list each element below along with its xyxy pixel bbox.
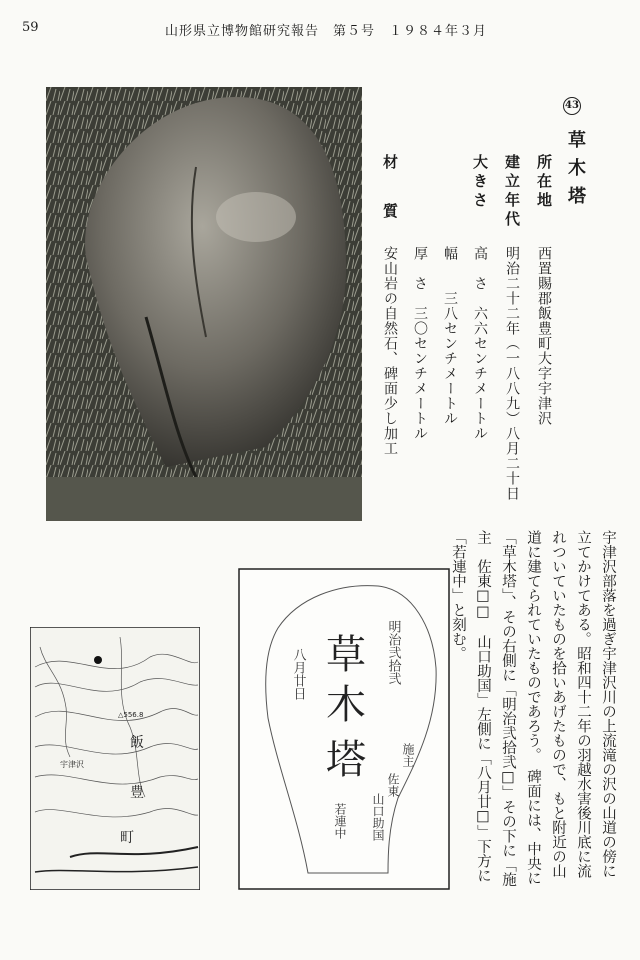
rubbing-sketch: [238, 568, 450, 890]
field-value-height: 高 さ 六六センチメートル: [472, 246, 488, 441]
field-label-material: 材質: [381, 154, 399, 252]
rubbing-sponsor-2: 佐東: [386, 773, 400, 797]
map-label-elev: △556.8: [118, 711, 144, 719]
item-number-badge: 43: [563, 97, 581, 115]
map-label-place: 宇津沢: [60, 760, 84, 769]
item-title: 草木塔: [565, 130, 586, 214]
field-label-location: 所在地: [535, 154, 553, 211]
rubbing-right-top: 明治弐拾弐: [385, 620, 401, 685]
running-header: 山形県立博物館研究報告 第５号 １９８４年３月: [165, 24, 488, 39]
rubbing-sponsor-1: 施主: [401, 743, 415, 767]
field-value-depth: 厚 さ 三〇センチメートル: [412, 246, 428, 441]
rubbing-char-1: 草: [326, 632, 366, 678]
rubbing-figure: [238, 568, 450, 890]
topo-map: [30, 627, 200, 890]
page-number: 59: [22, 20, 39, 35]
stone-photo: [46, 87, 362, 521]
field-label-date: 建立年代: [503, 154, 521, 230]
map-label-town-3: 町: [120, 830, 134, 846]
map-label-town-1: 飯: [130, 735, 144, 751]
rubbing-sponsor-3: 山口助国: [371, 793, 385, 841]
field-value-location: 西置賜郡飯豊町大字宇津沢: [536, 246, 552, 426]
map-label-town-2: 豊: [130, 785, 144, 801]
field-label-size: 大きさ: [471, 154, 489, 211]
field-value-width: 幅 三八センチメートル: [442, 246, 458, 426]
rubbing-bottom: 若連中: [333, 803, 347, 839]
field-value-date: 明治二十二年（一八八九）八月二十日: [504, 246, 520, 501]
rubbing-char-3: 塔: [326, 737, 366, 783]
rubbing-char-2: 木: [326, 682, 366, 728]
location-map: [30, 627, 200, 890]
field-value-material: 安山岩の自然石、碑面少し加工: [382, 246, 398, 456]
rubbing-left: 八月廿日: [290, 648, 306, 700]
body-paragraph: 宇津沢部落を過ぎ宇津沢川の上流滝の沢の山道の傍に立てかけてある。昭和四十二年の羽越水害後川底に流れついていたものを拾いあげたもので、もと附近の山道に建てられていたものであろう。 碑面には、中央に「草木塔」、その右側に「明治弐拾弐□」その下に「施主 佐東□□ 山口助国」左側に「八月廿□」下方に「若連中」と刻む。: [450, 530, 616, 887]
site-marker: [94, 656, 102, 664]
stone-photo-image: [46, 87, 362, 521]
